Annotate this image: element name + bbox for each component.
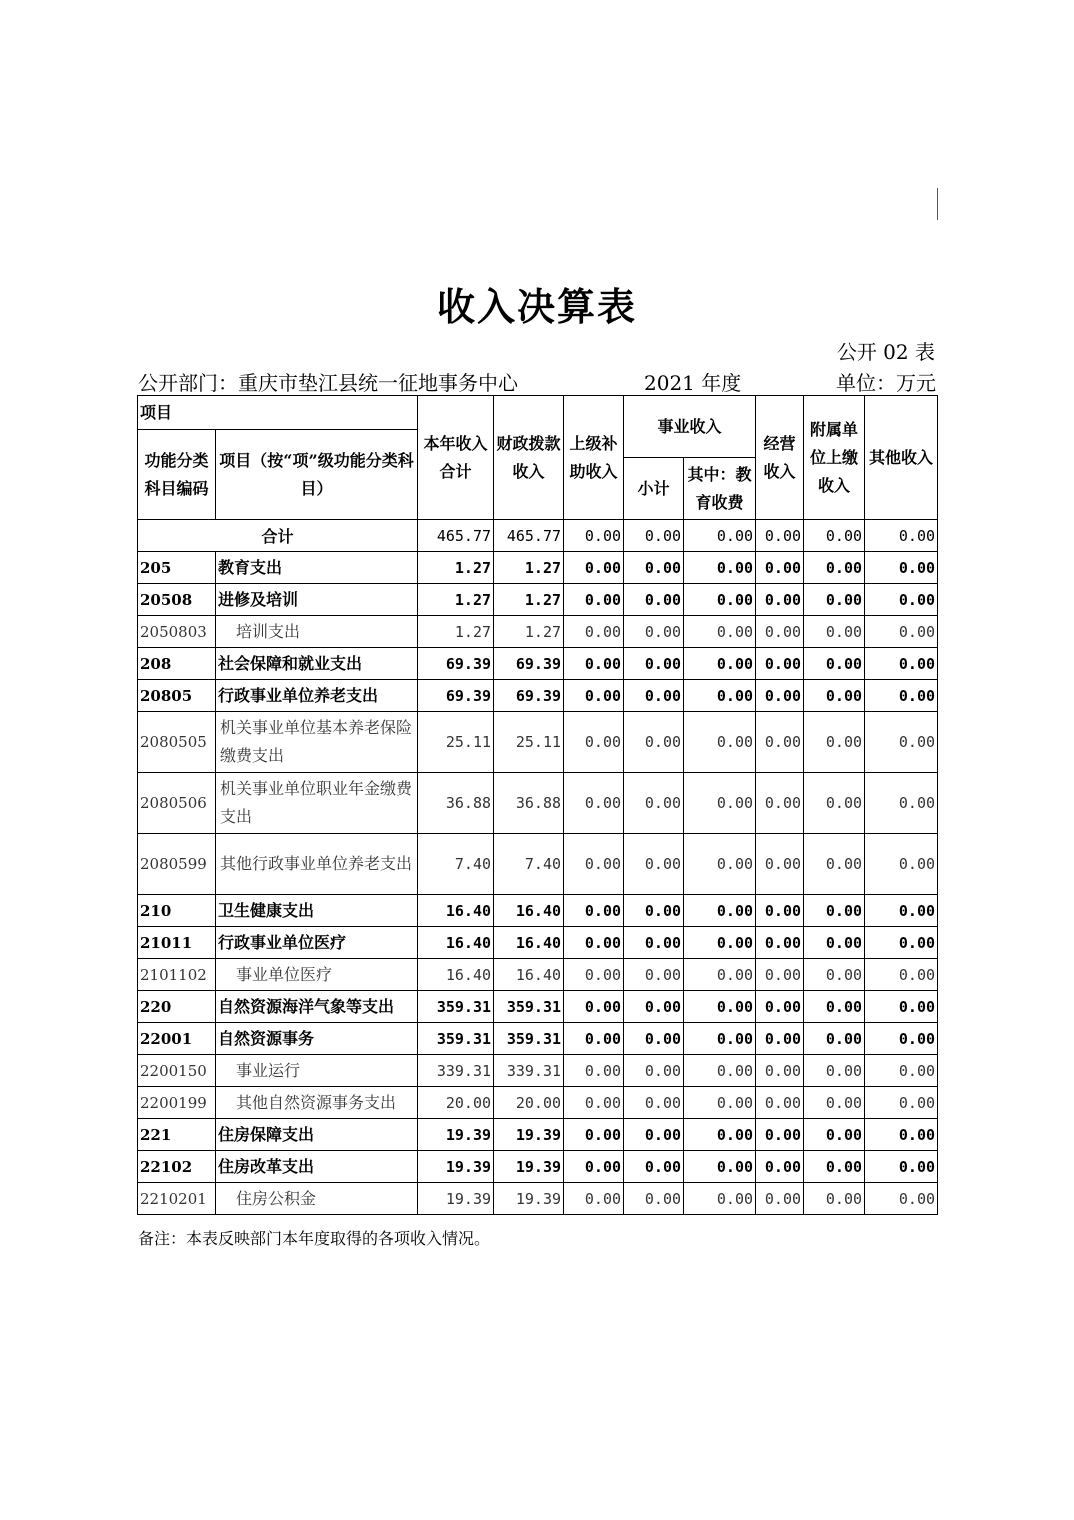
row-value: 0.00	[756, 927, 804, 959]
row-value: 0.00	[564, 616, 624, 648]
meta-line	[138, 367, 936, 393]
row-value: 19.39	[418, 1119, 494, 1151]
total-cell: 0.00	[804, 520, 865, 552]
row-value: 19.39	[418, 1183, 494, 1215]
row-value: 0.00	[624, 1023, 684, 1055]
row-value: 0.00	[684, 1119, 756, 1151]
row-value: 0.00	[865, 1055, 938, 1087]
header-superior: 上级补助收入	[564, 396, 624, 520]
row-name: 培训支出	[216, 616, 418, 648]
row-value: 0.00	[684, 1087, 756, 1119]
table-row	[138, 616, 938, 648]
row-code: 2210201	[138, 1183, 216, 1215]
row-value: 0.00	[684, 834, 756, 895]
row-code: 208	[138, 648, 216, 680]
table-row	[138, 1183, 938, 1215]
row-value: 16.40	[418, 927, 494, 959]
row-code: 2080599	[138, 834, 216, 895]
form-number: 公开 02 表	[836, 340, 935, 364]
total-cell: 465.77	[494, 520, 564, 552]
row-name: 自然资源事务	[216, 1023, 418, 1055]
unit-label: 单位：万元	[836, 371, 936, 395]
table-row	[138, 834, 938, 895]
row-value: 19.39	[418, 1151, 494, 1183]
row-value: 0.00	[624, 895, 684, 927]
row-value: 0.00	[624, 991, 684, 1023]
row-name: 行政事业单位养老支出	[216, 680, 418, 712]
row-value: 69.39	[418, 680, 494, 712]
row-value: 0.00	[684, 1151, 756, 1183]
row-value: 1.27	[494, 584, 564, 616]
row-value: 0.00	[684, 552, 756, 584]
row-value: 359.31	[418, 991, 494, 1023]
row-value: 7.40	[418, 834, 494, 895]
row-value: 0.00	[865, 1023, 938, 1055]
row-value: 0.00	[624, 1183, 684, 1215]
table-row	[138, 927, 938, 959]
row-value: 20.00	[418, 1087, 494, 1119]
row-code: 205	[138, 552, 216, 584]
total-cell: 0.00	[756, 520, 804, 552]
row-code: 2080505	[138, 712, 216, 773]
row-value: 0.00	[684, 991, 756, 1023]
row-value: 69.39	[494, 648, 564, 680]
row-value: 0.00	[756, 773, 804, 834]
row-value: 0.00	[564, 712, 624, 773]
row-value: 0.00	[756, 1023, 804, 1055]
header-project: 项目	[138, 396, 418, 430]
row-value: 0.00	[564, 895, 624, 927]
row-value: 0.00	[684, 1023, 756, 1055]
row-value: 0.00	[804, 959, 865, 991]
row-value: 0.00	[804, 1151, 865, 1183]
row-value: 0.00	[804, 1087, 865, 1119]
table-row	[138, 1023, 938, 1055]
row-value: 0.00	[865, 834, 938, 895]
row-value: 0.00	[564, 552, 624, 584]
row-value: 0.00	[804, 584, 865, 616]
row-value: 0.00	[564, 991, 624, 1023]
row-value: 0.00	[564, 959, 624, 991]
row-name: 行政事业单位医疗	[216, 927, 418, 959]
row-value: 0.00	[756, 584, 804, 616]
header-edu-fee: 其中：教育收费	[684, 458, 756, 520]
row-code: 210	[138, 895, 216, 927]
header-total: 本年收入合计	[418, 396, 494, 520]
row-value: 0.00	[865, 991, 938, 1023]
row-value: 0.00	[564, 1055, 624, 1087]
row-code: 2080506	[138, 773, 216, 834]
row-value: 16.40	[494, 895, 564, 927]
row-value: 0.00	[865, 1183, 938, 1215]
row-name: 自然资源海洋气象等支出	[216, 991, 418, 1023]
row-name: 其他行政事业单位养老支出	[216, 834, 418, 895]
row-value: 0.00	[804, 648, 865, 680]
total-label: 合计	[138, 520, 418, 552]
row-value: 0.00	[865, 680, 938, 712]
row-name: 住房公积金	[216, 1183, 418, 1215]
total-cell: 465.77	[418, 520, 494, 552]
row-value: 19.39	[494, 1119, 564, 1151]
row-value: 0.00	[684, 648, 756, 680]
row-value: 0.00	[624, 1119, 684, 1151]
row-value: 0.00	[865, 1119, 938, 1151]
row-value: 0.00	[865, 616, 938, 648]
row-value: 0.00	[564, 1119, 624, 1151]
row-name: 事业单位医疗	[216, 959, 418, 991]
row-code: 22001	[138, 1023, 216, 1055]
row-value: 0.00	[564, 1151, 624, 1183]
row-value: 0.00	[624, 648, 684, 680]
header-fiscal: 财政拨款收入	[494, 396, 564, 520]
row-value: 19.39	[494, 1183, 564, 1215]
row-value: 0.00	[564, 680, 624, 712]
header-business: 事业收入	[624, 396, 756, 458]
row-value: 0.00	[865, 959, 938, 991]
row-value: 0.00	[624, 1151, 684, 1183]
row-value: 16.40	[494, 927, 564, 959]
row-value: 0.00	[756, 991, 804, 1023]
row-value: 0.00	[756, 616, 804, 648]
table-row	[138, 1119, 938, 1151]
row-name: 事业运行	[216, 1055, 418, 1087]
row-value: 0.00	[756, 1087, 804, 1119]
row-value: 0.00	[865, 1151, 938, 1183]
row-code: 2200199	[138, 1087, 216, 1119]
row-value: 1.27	[418, 616, 494, 648]
row-value: 339.31	[494, 1055, 564, 1087]
total-row	[138, 520, 938, 552]
row-value: 69.39	[494, 680, 564, 712]
row-value: 0.00	[624, 680, 684, 712]
row-value: 0.00	[804, 1183, 865, 1215]
row-code: 22102	[138, 1151, 216, 1183]
row-value: 0.00	[804, 680, 865, 712]
row-value: 1.27	[494, 616, 564, 648]
row-value: 0.00	[624, 773, 684, 834]
table-row	[138, 1087, 938, 1119]
page-title: 收入决算表	[436, 285, 637, 329]
table-row	[138, 773, 938, 834]
row-value: 0.00	[564, 584, 624, 616]
row-value: 0.00	[804, 616, 865, 648]
footnote: 备注：本表反映部门本年度取得的各项收入情况。	[138, 1229, 491, 1248]
row-value: 36.88	[418, 773, 494, 834]
row-value: 0.00	[804, 991, 865, 1023]
row-value: 0.00	[624, 584, 684, 616]
row-code: 20805	[138, 680, 216, 712]
income-table	[137, 395, 938, 1215]
row-value: 0.00	[804, 927, 865, 959]
year-label: 2021 年度	[644, 371, 742, 395]
table-row	[138, 584, 938, 616]
row-value: 0.00	[804, 895, 865, 927]
table-row	[138, 680, 938, 712]
row-value: 0.00	[804, 834, 865, 895]
row-value: 0.00	[756, 712, 804, 773]
header-affiliated: 附属单位上缴收入	[804, 396, 865, 520]
row-value: 0.00	[804, 1023, 865, 1055]
row-code: 2050803	[138, 616, 216, 648]
row-code: 221	[138, 1119, 216, 1151]
row-value: 0.00	[684, 1183, 756, 1215]
row-value: 0.00	[756, 1055, 804, 1087]
row-value: 0.00	[804, 773, 865, 834]
row-value: 1.27	[418, 552, 494, 584]
row-value: 0.00	[684, 895, 756, 927]
row-value: 0.00	[624, 927, 684, 959]
row-value: 0.00	[564, 1183, 624, 1215]
row-value: 20.00	[494, 1087, 564, 1119]
row-value: 0.00	[756, 1119, 804, 1151]
row-value: 0.00	[756, 959, 804, 991]
row-value: 16.40	[418, 959, 494, 991]
table-row	[138, 648, 938, 680]
row-value: 0.00	[865, 584, 938, 616]
row-value: 0.00	[564, 648, 624, 680]
header-other: 其他收入	[865, 396, 938, 520]
table-row	[138, 1151, 938, 1183]
row-value: 0.00	[865, 895, 938, 927]
header-operating: 经营收入	[756, 396, 804, 520]
row-value: 0.00	[756, 552, 804, 584]
row-value: 0.00	[684, 773, 756, 834]
row-value: 0.00	[624, 1055, 684, 1087]
row-value: 36.88	[494, 773, 564, 834]
row-value: 19.39	[494, 1151, 564, 1183]
row-value: 0.00	[564, 834, 624, 895]
row-value: 0.00	[684, 1055, 756, 1087]
row-value: 16.40	[418, 895, 494, 927]
row-value: 0.00	[865, 773, 938, 834]
row-value: 0.00	[865, 552, 938, 584]
table-row	[138, 552, 938, 584]
row-value: 0.00	[756, 1151, 804, 1183]
header-func-code: 功能分类科目编码	[138, 430, 216, 520]
row-value: 0.00	[756, 648, 804, 680]
row-value: 0.00	[804, 552, 865, 584]
table-row	[138, 991, 938, 1023]
row-value: 0.00	[624, 712, 684, 773]
row-name: 机关事业单位职业年金缴费支出	[216, 773, 418, 834]
row-value: 0.00	[865, 648, 938, 680]
row-name: 住房保障支出	[216, 1119, 418, 1151]
row-value: 69.39	[418, 648, 494, 680]
row-value: 0.00	[756, 834, 804, 895]
total-cell: 0.00	[684, 520, 756, 552]
row-value: 0.00	[684, 584, 756, 616]
row-name: 住房改革支出	[216, 1151, 418, 1183]
row-value: 0.00	[756, 680, 804, 712]
row-code: 2101102	[138, 959, 216, 991]
row-value: 7.40	[494, 834, 564, 895]
row-name: 卫生健康支出	[216, 895, 418, 927]
total-cell: 0.00	[564, 520, 624, 552]
row-value: 0.00	[624, 1087, 684, 1119]
row-name: 机关事业单位基本养老保险缴费支出	[216, 712, 418, 773]
row-value: 0.00	[684, 680, 756, 712]
row-value: 0.00	[624, 616, 684, 648]
row-value: 0.00	[684, 927, 756, 959]
row-value: 339.31	[418, 1055, 494, 1087]
row-code: 20508	[138, 584, 216, 616]
table-row	[138, 712, 938, 773]
row-value: 0.00	[865, 712, 938, 773]
row-value: 0.00	[624, 834, 684, 895]
row-value: 0.00	[564, 1087, 624, 1119]
margin-rule	[937, 188, 938, 220]
row-name: 社会保障和就业支出	[216, 648, 418, 680]
row-value: 0.00	[564, 1023, 624, 1055]
row-name: 教育支出	[216, 552, 418, 584]
row-value: 359.31	[494, 991, 564, 1023]
row-value: 0.00	[624, 552, 684, 584]
table-row	[138, 959, 938, 991]
row-value: 1.27	[494, 552, 564, 584]
row-value: 0.00	[804, 1055, 865, 1087]
row-code: 220	[138, 991, 216, 1023]
row-value: 0.00	[865, 927, 938, 959]
table-row	[138, 1055, 938, 1087]
total-cell: 0.00	[624, 520, 684, 552]
row-value: 0.00	[684, 712, 756, 773]
row-value: 0.00	[804, 1119, 865, 1151]
row-value: 0.00	[756, 1183, 804, 1215]
row-code: 21011	[138, 927, 216, 959]
row-name: 其他自然资源事务支出	[216, 1087, 418, 1119]
row-value: 0.00	[684, 959, 756, 991]
row-value: 1.27	[418, 584, 494, 616]
row-value: 0.00	[756, 895, 804, 927]
row-value: 359.31	[494, 1023, 564, 1055]
row-value: 25.11	[494, 712, 564, 773]
row-name: 进修及培训	[216, 584, 418, 616]
row-value: 0.00	[804, 712, 865, 773]
header-subtotal: 小计	[624, 458, 684, 520]
table-row	[138, 895, 938, 927]
row-value: 359.31	[418, 1023, 494, 1055]
row-value: 0.00	[684, 616, 756, 648]
row-value: 25.11	[418, 712, 494, 773]
row-value: 0.00	[564, 927, 624, 959]
header-item-name: 项目（按“项”级功能分类科目）	[216, 430, 418, 520]
row-value: 16.40	[494, 959, 564, 991]
row-value: 0.00	[865, 1087, 938, 1119]
department-label: 公开部门：重庆市垫江县统一征地事务中心	[138, 371, 518, 395]
total-cell: 0.00	[865, 520, 938, 552]
row-code: 2200150	[138, 1055, 216, 1087]
row-value: 0.00	[564, 773, 624, 834]
row-value: 0.00	[624, 959, 684, 991]
